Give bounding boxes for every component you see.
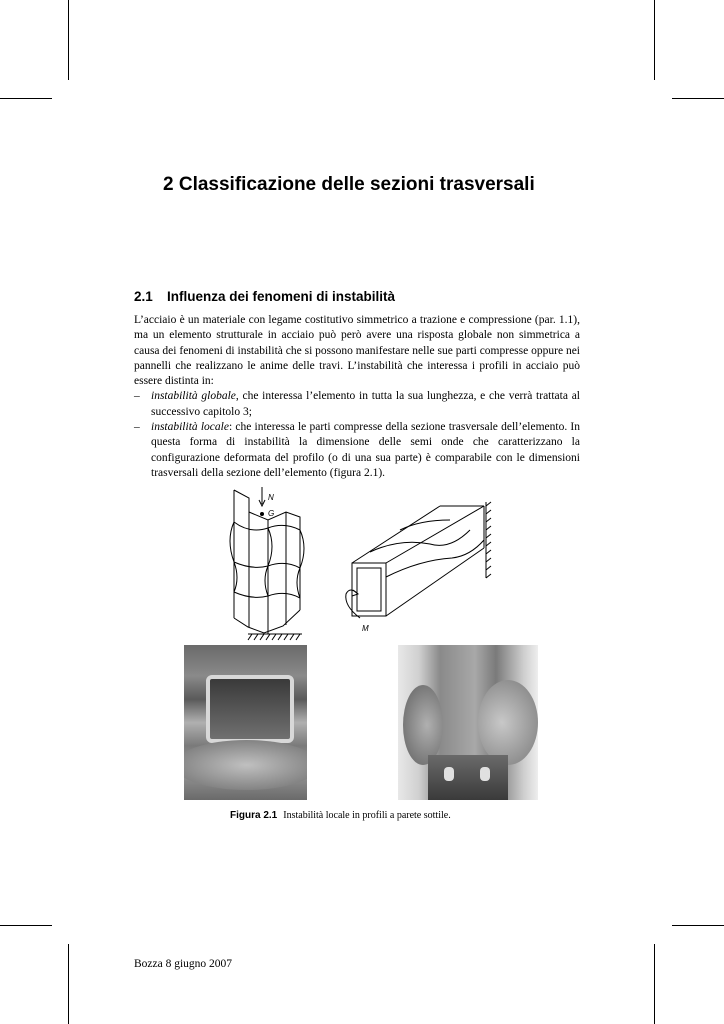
centroid-dot <box>260 512 264 516</box>
photo-tube-buckling <box>184 645 307 800</box>
column-base <box>428 755 508 800</box>
page-footer: Bozza 8 giugno 2007 <box>134 958 233 970</box>
photo-column-buckling <box>398 645 538 800</box>
column-bulge-right <box>478 680 538 765</box>
tube-bulge <box>184 740 307 790</box>
label-n: N <box>268 493 274 502</box>
column-buckling-drawing <box>230 487 304 640</box>
section-title: Influenza dei fenomeni di instabilità <box>167 289 396 304</box>
section-number: 2.1 <box>134 289 153 304</box>
list-text: , che interessa l’elemento in tutta la sua lunghezza, e che verrà trattata al successivo capitolo 3; <box>151 390 580 418</box>
intro-paragraph: L’acciaio è un materiale con legame costitutivo simmetrico a trazione e compressione (par. 1.1), ma un elemento strutturale in acciaio può però avere una risposta globale non simmetrica a causa dei fenomeni di instabilità che si possono manifestare nelle sue parti compresse oppure nei pannelli che realizzano le anime delle travi. L’instabilità che interessa i profili in acciaio può essere distinta in: <box>134 314 580 388</box>
column-bulge-left <box>403 685 443 765</box>
list-item: – instabilità globale, che interessa l’elemento in tutta la sua lunghezza, e che verrà trattata al successivo capitolo 3; <box>134 390 580 418</box>
box-beam-drawing <box>346 502 491 618</box>
figure-caption <box>230 810 590 821</box>
list-term: instabilità globale <box>151 390 236 403</box>
label-m: M <box>362 624 369 633</box>
chapter-title: 2 Classificazione delle sezioni trasversali <box>163 174 535 195</box>
list-item: – instabilità locale: che interessa le parti compresse della sezione trasversale dell’elemento. In questa forma di instabilità la dimensione delle semi onde che caratterizzano la configurazione deformata del profilo (o di una sua parte) è comparabile con le dimensioni trasversali della sezione dell’elemento (figura 2.1). <box>134 421 580 479</box>
bolt <box>444 767 454 781</box>
caption-label: Figura 2.1 <box>230 810 278 821</box>
list-text: : che interessa le parti compresse della sezione trasversale dell’elemento. In questa forma di instabilità la dimensione delle semi onde che caratterizzano la configurazione deformata del profilo (o di una sua parte) è comparabile con le dimensioni trasversali della sezione dell’elemento (figura 2.1). <box>151 421 580 479</box>
list-term: instabilità locale <box>151 421 229 434</box>
bolt <box>480 767 490 781</box>
caption-text: Instabilità locale in profili a parete sottile. <box>283 810 451 821</box>
label-g: G <box>268 509 275 518</box>
tube-opening <box>206 675 294 743</box>
